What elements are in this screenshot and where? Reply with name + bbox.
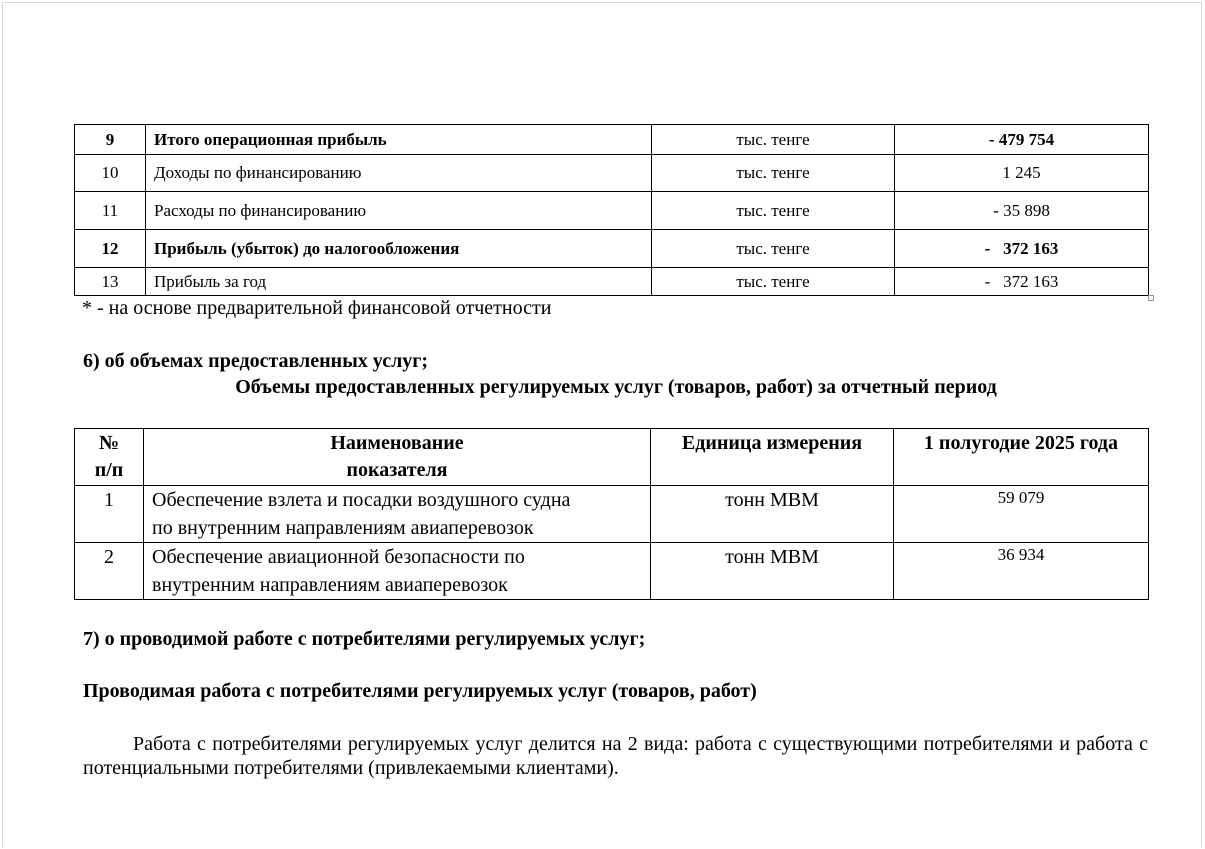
header-unit: Единица измерения	[651, 429, 894, 486]
unit-cell: тыс. тенге	[652, 192, 895, 230]
unit-cell: тонн МВМ	[651, 543, 894, 600]
row-number: 11	[75, 192, 146, 230]
row-number: 9	[75, 125, 146, 155]
service-name-line2: по внутренним направлениям авиаперевозок	[152, 517, 534, 539]
unit-cell: тонн МВМ	[651, 486, 894, 543]
value-cell: - 479 754	[895, 125, 1149, 155]
work-title: Проводимая работа с потребителями регулируемых услуг (товаров, работ)	[83, 680, 757, 702]
services-table-title: Объемы предоставленных регулируемых услуг (товаров, работ) за отчетный период	[235, 376, 997, 398]
value-cell: 59 079	[894, 486, 1149, 543]
footnote: * - на основе предварительной финансовой отчетности	[82, 297, 552, 319]
table-row	[75, 155, 1149, 192]
body-paragraph: Работа с потребителями регулируемых услуг делится на 2 вида: работа с существующими потребителями и работа с потенциальными потребителями (привлекаемыми клиентами).	[83, 733, 1148, 779]
header-number-line2: п/п	[94, 459, 124, 481]
header-number-line1: №	[98, 432, 120, 454]
header-number	[75, 429, 144, 486]
section6-heading: 6) об объемах предоставленных услуг;	[83, 350, 429, 372]
service-name-line2: внутренним направлениям авиаперевозок	[152, 574, 508, 596]
header-period: 1 полугодие 2025 года	[894, 429, 1149, 486]
unit-cell: тыс. тенге	[652, 230, 895, 268]
indicator-name: Расходы по финансированию	[146, 192, 652, 230]
table-row	[75, 192, 1149, 230]
row-number: 13	[75, 268, 146, 296]
header-name-line2: показателя	[346, 459, 448, 481]
indicator-name: Прибыль за год	[146, 268, 652, 296]
indicator-name: Итого операционная прибыль	[146, 125, 652, 155]
table-row	[75, 543, 1149, 600]
value-cell: 1 245	[895, 155, 1149, 192]
value-cell: - 372 163	[895, 268, 1149, 296]
services-table	[74, 428, 1149, 600]
service-name	[144, 486, 651, 543]
table-row	[75, 230, 1149, 268]
table-row	[75, 268, 1149, 296]
header-name	[144, 429, 651, 486]
service-name-line1: Обеспечение авиационной безопасности по	[152, 546, 525, 568]
table-resize-handle[interactable]	[1148, 295, 1154, 301]
service-name-line1: Обеспечение взлета и посадки воздушного судна	[152, 489, 571, 511]
row-number: 1	[75, 486, 144, 543]
table-row	[75, 125, 1149, 155]
table-row	[75, 486, 1149, 543]
indicator-name: Прибыль (убыток) до налогообложения	[146, 230, 652, 268]
unit-cell: тыс. тенге	[652, 125, 895, 155]
row-number: 10	[75, 155, 146, 192]
row-number: 12	[75, 230, 146, 268]
unit-cell: тыс. тенге	[652, 155, 895, 192]
unit-cell: тыс. тенге	[652, 268, 895, 296]
value-cell: 36 934	[894, 543, 1149, 600]
financial-table	[74, 124, 1149, 296]
service-name	[144, 543, 651, 600]
table-header-row	[75, 429, 1149, 486]
row-number: 2	[75, 543, 144, 600]
indicator-name: Доходы по финансированию	[146, 155, 652, 192]
header-name-line1: Наименование	[330, 432, 464, 454]
value-cell: - 35 898	[895, 192, 1149, 230]
value-cell: - 372 163	[895, 230, 1149, 268]
section7-heading: 7) о проводимой работе с потребителями регулируемых услуг;	[83, 628, 646, 650]
